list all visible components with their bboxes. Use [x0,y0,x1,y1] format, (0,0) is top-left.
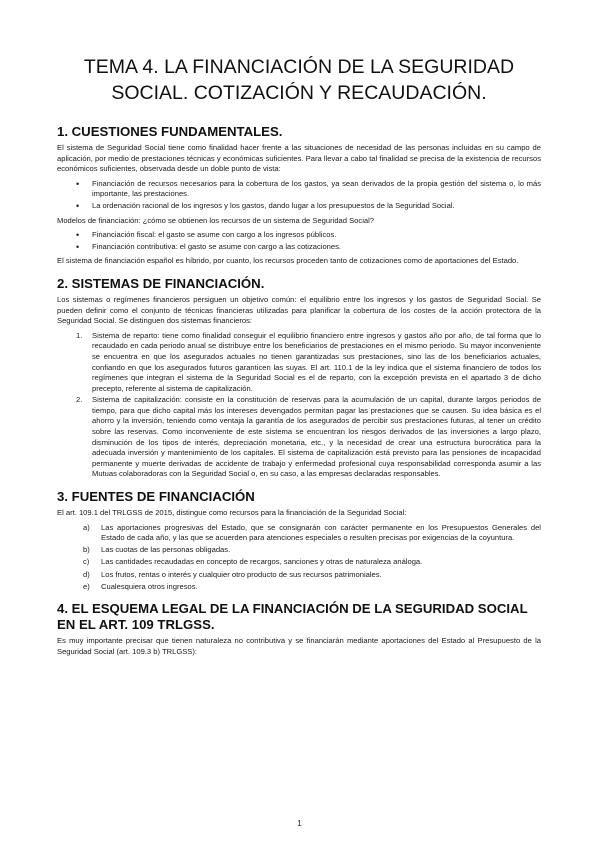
list-item: • Financiación contributiva: el gasto se asume con cargo a las cotizaciones. [76,241,342,252]
bullet-icon: • [76,241,80,252]
section-1-paragraph-1: El sistema de Seguridad Social tiene como finalidad hacer frente a las situaciones de necesidad de las personas incluidas en su campo de aplicación, por medio de prestaciones técnicas y económicas suficientes. Para llevar a cabo tal finalidad se precisa de la existencia de recursos económicos suficientes, observada desde un doble punto de vista: [57,143,541,174]
bullet-icon: • [76,200,80,211]
list-letter: d) [83,569,90,579]
section-3 [57,489,541,592]
bullet-icon: • [76,230,80,241]
section-3-lettered-list [57,523,541,593]
section-3-paragraph-1: El art. 109.1 del TRLGSS de 2015, distingue como recursos para la financiación de la Seguridad Social: [57,508,407,518]
title-line-1: TEMA 4. LA FINANCIACIÓN DE LA SEGURIDAD [83,56,515,78]
list-item: 1. Sistema de reparto: tiene como finalidad conseguir el equilibrio financiero entre ingresos y gastos año por año, de tal forma que lo recaudado en cada periodo anual se distribuye entre los beneficiarios de prestaciones en el mismo periodo. Su mayor inconveniente se encuentra en que los asegurados actuales no tienen garantizadas sus prestaciones, sino las de los beneficiarios actuales, confiando en que los asegurados futuros garanticen las suyas. El art. 110.1 de la ley indica que el sistema financiero de todos los regímenes que integran el sistema de la Seguridad Social es el de reparto, con la excepción prevista en el apartado 3 de dicho precepto, referente al sistema de capitalización. [76,330,541,393]
section-1-bullet-list-2 [57,230,541,252]
list-item: • Financiación fiscal: el gasto se asume con cargo a los ingresos públicos. [76,230,337,241]
bullet-icon: • [76,178,80,189]
section-2-numbered-list [57,331,541,480]
page-number: 1 [297,819,302,828]
list-letter: b) [83,545,90,555]
section-2-paragraph-1: Los sistemas o regímenes financieros persiguen un objetivo común: el equilibrio entre los ingresos y los gastos de Seguridad Social. Se pueden definir como el conjunto de técnicas financieras utilizadas para planificar la cobertura de los costes de la acción protectora de la Seguridad Social. Se distinguen dos sistemas financieros: [57,294,541,326]
page-content [57,54,541,666]
section-1 [57,124,541,267]
section-1-bullet-list [57,179,541,212]
section-2 [57,276,541,480]
section-4 [57,601,541,657]
list-item: • Financiación de recursos necesarios para la cobertura de los gastos, ya sean derivados de la propia gestión del sistema o, lo más importante, las prestaciones. [76,178,541,199]
list-item: d) Los frutos, rentas o interés y cualquier otro producto de sus recursos patrimoniales. [83,569,382,579]
list-letter: c) [83,557,90,567]
section-1-heading: 1. CUESTIONES FUNDAMENTALES. [57,124,283,139]
document-title [57,54,541,106]
section-3-heading: 3. FUENTES DE FINANCIACIÓN [57,489,255,505]
title-line-2: SOCIAL. COTIZACIÓN Y RECAUDACIÓN. [111,82,487,104]
list-item: c) Las cantidades recaudadas en concepto de recargos, sanciones y otras de naturaleza análoga. [83,557,423,567]
section-2-heading: 2. SISTEMAS DE FINANCIACIÓN. [57,275,265,291]
list-letter: e) [83,581,90,591]
list-item: e) Cualesquiera otros ingresos. [83,581,198,591]
list-item: 2. Sistema de capitalización: consiste en la constitución de reservas para la acumulación de un capital, durante largos periodos de tiempo, para que dicho capital más los intereses devengados permitan pagar las prestaciones que se causen. Su idea básica es el ahorro y la inversión, teniendo como ventaja la garantía de los asegurados de percibir sus prestaciones futuras, al tener un crédito sobre las reservas. Como inconveniente de este sistema se encuentran los riesgos derivados de las inversiones a largo plazo, disminución de los tipos de interés, depreciación monetaria, etc., y la necesidad de crear una estructura burocrática para la adecuada inversión y mantenimiento de los capitales. El sistema de capitalización está previsto para las pensiones de incapacidad permanente y muerte derivadas de accidente de trabajo y enfermedad profesional cuya responsabilidad corresponda asumir a las Mutuas colaboradoras con la Seguridad Social o, en su caso, a las empresas declaradas responsables. [76,395,541,479]
list-number: 1. [76,330,83,340]
list-item: • La ordenación racional de los ingresos y los gastos, dando lugar a los presupuestos de la Seguridad Social. [76,200,455,211]
section-1-paragraph-2: Modelos de financiación: ¿cómo se obtienen los recursos de un sistema de Seguridad Social? [57,215,375,225]
section-4-heading: 4. EL ESQUEMA LEGAL DE LA FINANCIACIÓN DE LA SEGURIDAD SOCIAL EN EL ART. 109 TRLGSS. [57,601,528,633]
list-item: a) Las aportaciones progresivas del Estado, que se consignarán con carácter permanente en los Presupuestos Generales del Estado de cada año, y las que se acuerden para atenciones especiales o resulten precisas por exigencias de la coyuntura. [83,522,541,543]
section-4-paragraph-1: Es muy importante precisar que tienen naturaleza no contributiva y se financiarán mediante aportaciones del Estado al Presupuesto de la Seguridad Social (art. 109.3 b) TRLGSS): [57,636,541,656]
section-1-paragraph-3: El sistema de financiación español es híbrido, por cuanto, los recursos proceden tanto de cotizaciones como de aportaciones del Estado. [57,256,519,266]
list-number: 2. [76,395,83,405]
list-item: b) Las cuotas de las personas obligadas. [83,545,231,555]
list-letter: a) [83,522,90,532]
